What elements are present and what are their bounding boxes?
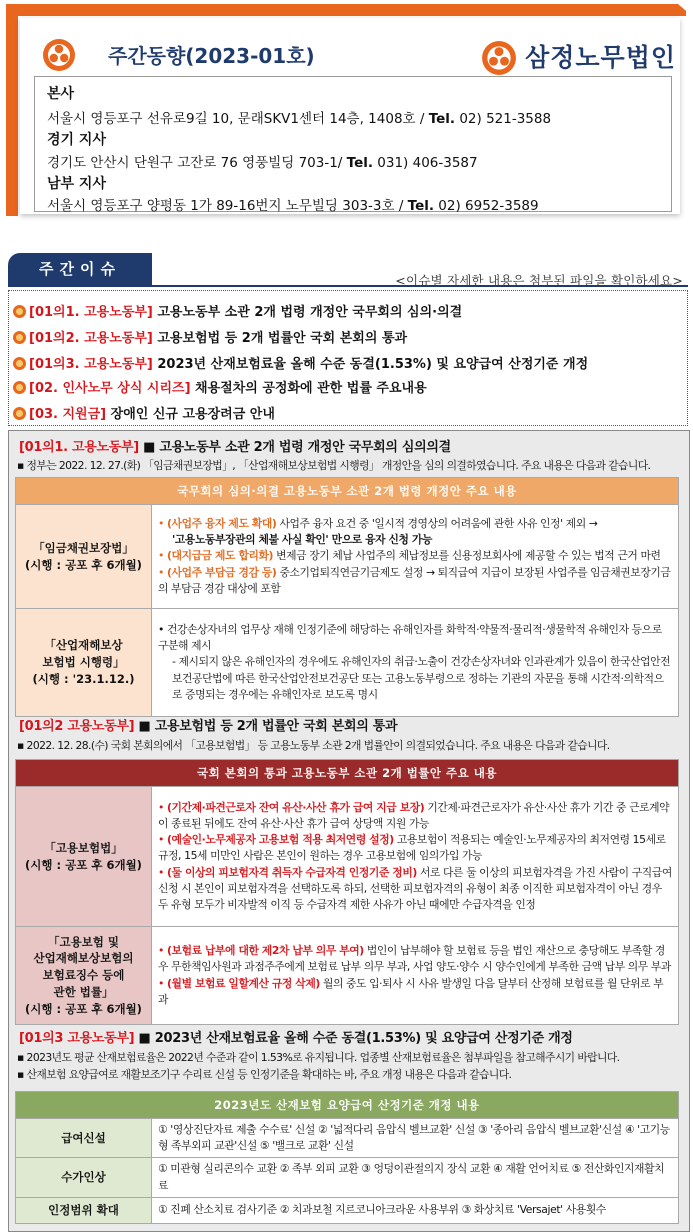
- brand-name: [525, 38, 676, 74]
- header-accent-side: [6, 4, 18, 216]
- header-accent-bar: [6, 4, 686, 16]
- office-name: 경기 지사: [47, 132, 106, 148]
- office-address: 경기도 안산시 단원구 고잔로 76 영풍빌딩 703-1/ Tel. 031) 406-3587: [47, 155, 478, 171]
- row-label: 수가인상: [16, 1158, 152, 1197]
- header-row: [42, 36, 682, 80]
- office-name: 본사: [47, 86, 75, 102]
- section-title: [01의2 고용노동부] ■ 고용보험법 등 2개 법률안 국회 본회의 통과: [19, 719, 398, 734]
- issue-item[interactable]: [01의2. 고용노동부] 고용보험법 등 2개 법률안 국회 본회의 통과: [13, 327, 407, 346]
- table-header: 2023년도 산재보험 요양급여 산정기준 개정 내용: [16, 1092, 679, 1119]
- section-title: [01의3 고용노동부] ■ 2023년 산재보험료율 올해 수준 동결(1.53%) 및 요양급여 산정기준 개정: [19, 1031, 573, 1046]
- office-address: 서울시 영등포구 양평동 1가 89-16번지 노무빌딩 303-3호 / Tel. 02) 6952-3589: [47, 198, 539, 214]
- section-note: ▪ 산재보험 요양급여로 재활보조기구 수리료 신설 등 인정기준을 확대하는 바, 주요 개정 내용은 다음과 같습니다.: [17, 1068, 512, 1081]
- bullet-icon: [13, 381, 26, 394]
- row-content: ① '영상진단자료 제출 수수료' 신설 ② '넓적다리 음압식 벨브교환' 신설 ③ '종아리 음압식 벨브교환'신설 ④ '고기능형 족부외피 교관'신설 ⑤ '밸크로 교환' 신설: [152, 1119, 679, 1158]
- bullet-icon: [13, 331, 26, 344]
- brand-logo-icon: [481, 40, 517, 76]
- row-label: 「고용보험 및 산업재해보상보험의 보험료징수 등에 관한 법률」 (시행 : 공포 후 6개월): [16, 927, 152, 1025]
- table-header: 국무회의 심의·의결 고용노동부 소관 2개 법령 개정안 주요 내용: [16, 478, 679, 505]
- row-content: ① 미관형 실리콘의수 교환 ② 족부 외피 교환 ③ 엉덩이관절의지 장식 교환 ④ 재활 언어치료 ⑤ 전산화인지재활치료: [152, 1158, 679, 1197]
- row-label: 인정범위 확대: [16, 1197, 152, 1223]
- bullet-icon: [13, 407, 26, 420]
- section2-table: [15, 759, 679, 1025]
- section-title: [01의1. 고용노동부] ■ 고용노동부 소관 2개 법령 개정안 국무회의 심의의결: [19, 440, 451, 455]
- row-content: • (사업주 융자 제도 확대) 사업주 융자 요건 중 '일시적 경영상의 어려움에 관한 사유 인정' 제외 → '고용노동부장관의 체불 사실 확인' 만으로 융자 신청 가능 • (대지급금 제도 합리화) 변제금 장기 체납 사업주의 체납정보를 신용정보회사에 제공할 수 있는 법적 근거 마련 • (사업주 부담금 경감 등) 중소기업퇴직연금기금제도 설정 → 퇴직급여 지급이 보장된 사업주를 임금채권보장기금의 부담금 경감 대상에 포함: [152, 505, 679, 609]
- issue-item[interactable]: [03. 지원금] 장애인 신규 고용장려금 안내: [13, 403, 275, 422]
- issue-list: [8, 290, 688, 426]
- office-name: 남부 지사: [47, 176, 106, 192]
- attachment-note: <이슈별 자세한 내용은 첨부된 파일을 확인하세요>: [395, 273, 683, 288]
- page-title: 주간동향(2023-01호): [108, 44, 315, 68]
- issue-item[interactable]: [01의1. 고용노동부] 고용노동부 소관 2개 법령 개정안 국무회의 심의·의결: [13, 301, 462, 320]
- section1-table: [15, 477, 679, 717]
- row-content: • 건강손상자녀의 업무상 재해 인정기준에 해당하는 유해인자를 화학적·약물적·물리적·생물학적 유해인자 등으로 구분해 제시 - 제시되지 않은 유해인자의 경우에도 유해인자의 취급·노출이 건강손상자녀와 인과관계가 있음이 한국산업안전보건공단법에 따른 한국산업안전보건공단 또는 고용노동부령으로 정하는 기관의 자문을 통해 시간적·의학적으로 증명되는 경우에는 유해인자로 보도록 명시: [152, 609, 679, 717]
- row-label: 급여신설: [16, 1119, 152, 1158]
- brand-label: 삼정노무법인: [525, 43, 676, 72]
- section-note: ▪ 정부는 2022. 12. 27.(화) 「임금채권보장법」, 「산업재해보상보험법 시행령」 개정안을 심의 의결하였습니다. 주요 내용은 다음과 같습니다.: [17, 459, 651, 472]
- bullet-icon: [13, 357, 26, 370]
- row-label: 「산업재해보상 보험법 시행령」 (시행 : '23.1.12.): [16, 609, 152, 717]
- section3-table: [15, 1091, 679, 1224]
- weekly-issue-tab[interactable]: 주간이슈: [8, 253, 152, 285]
- issue-item[interactable]: [01의3. 고용노동부] 2023년 산재보험료율 올해 수준 동결(1.53%) 및 요양급여 산정기준 개정: [13, 353, 588, 372]
- table-header: 국회 본회의 통과 고용노동부 소관 2개 법률안 주요 내용: [16, 760, 679, 787]
- row-content: ① 진폐 산소치료 검사기준 ② 치과보철 지르코니아크라운 사용부위 ③ 화상치료 'Versajet' 사용횟수: [152, 1197, 679, 1223]
- section-note: ▪ 2022. 12. 28.(수) 국회 본회의에서 「고용보험법」 등 고용노동부 소관 2개 법률안이 의결되었습니다. 주요 내용은 다음과 같습니다.: [17, 739, 610, 752]
- detail-panel: [8, 430, 690, 1232]
- section-note: ▪ 2023년도 평균 산재보험료율은 2022년 수준과 같이 1.53%로 유지됩니다. 업종별 산재보험료율은 첨부파일을 참고해주시기 바랍니다.: [17, 1051, 620, 1064]
- row-label: 「임금채권보장법」 (시행 : 공포 후 6개월): [16, 505, 152, 609]
- office-address: 서울시 영등포구 선유로9길 10, 문래SKV1센터 14층, 1408호 / Tel. 02) 521-3588: [47, 111, 552, 127]
- office-address-box: [34, 76, 672, 212]
- row-content: • (보험료 납부에 대한 제2차 납부 의무 부여) 법인이 납부해야 할 보험료 등을 법인 재산으로 충당해도 부족할 경우 무한책임사원과 과점주주에게 보험료 납부 의무 부과, 사업 양도·양수 시 양수인에게 부족한 금액 납부 의무 부과 • (월별 보험료 일할계산 규정 삭제) 월의 중도 입·퇴사 시 사유 발생일 다음 달부터 산정해 보험료를 월 단위로 부과: [152, 927, 679, 1025]
- bullet-icon: [13, 305, 26, 318]
- company-logo-icon: [42, 38, 76, 72]
- row-content: • (기간제·파견근로자 잔여 유산·사산 휴가 급여 지급 보장) 기간제·파견근로자가 유산·사산 휴가 기간 중 근로계약이 종료된 뒤에도 잔여 유산·사산 휴가 급여 상당액 지원 가능 • (예술인·노무제공자 고용보험 적용 최저연령 설정) 고용보험이 적용되는 예술인·노무제공자의 최저연령 15세로 규정, 15세 미만인 사람은 본인이 원하는 경우 고용보험에 임의가입 가능 • (둘 이상의 피보험자격 취득자 수급자격 인정기준 정비) 서로 다른 둘 이상의 피보험자격을 가진 사람이 구직급여 신청 시 본인이 피보험자격을 선택하도록 하되, 선택한 피보험자격의 유형이 최종 이직한 피보험자격이 아닌 경우 두 유형 모두가 비자발적 이직 등 수급자격 제한 사유가 아닌 때에만 수급자격을 인정: [152, 787, 679, 927]
- issue-item[interactable]: [02. 인사노무 상식 시리즈] 채용절차의 공정화에 관한 법률 주요내용: [13, 377, 427, 396]
- row-label: 「고용보험법」 (시행 : 공포 후 6개월): [16, 787, 152, 927]
